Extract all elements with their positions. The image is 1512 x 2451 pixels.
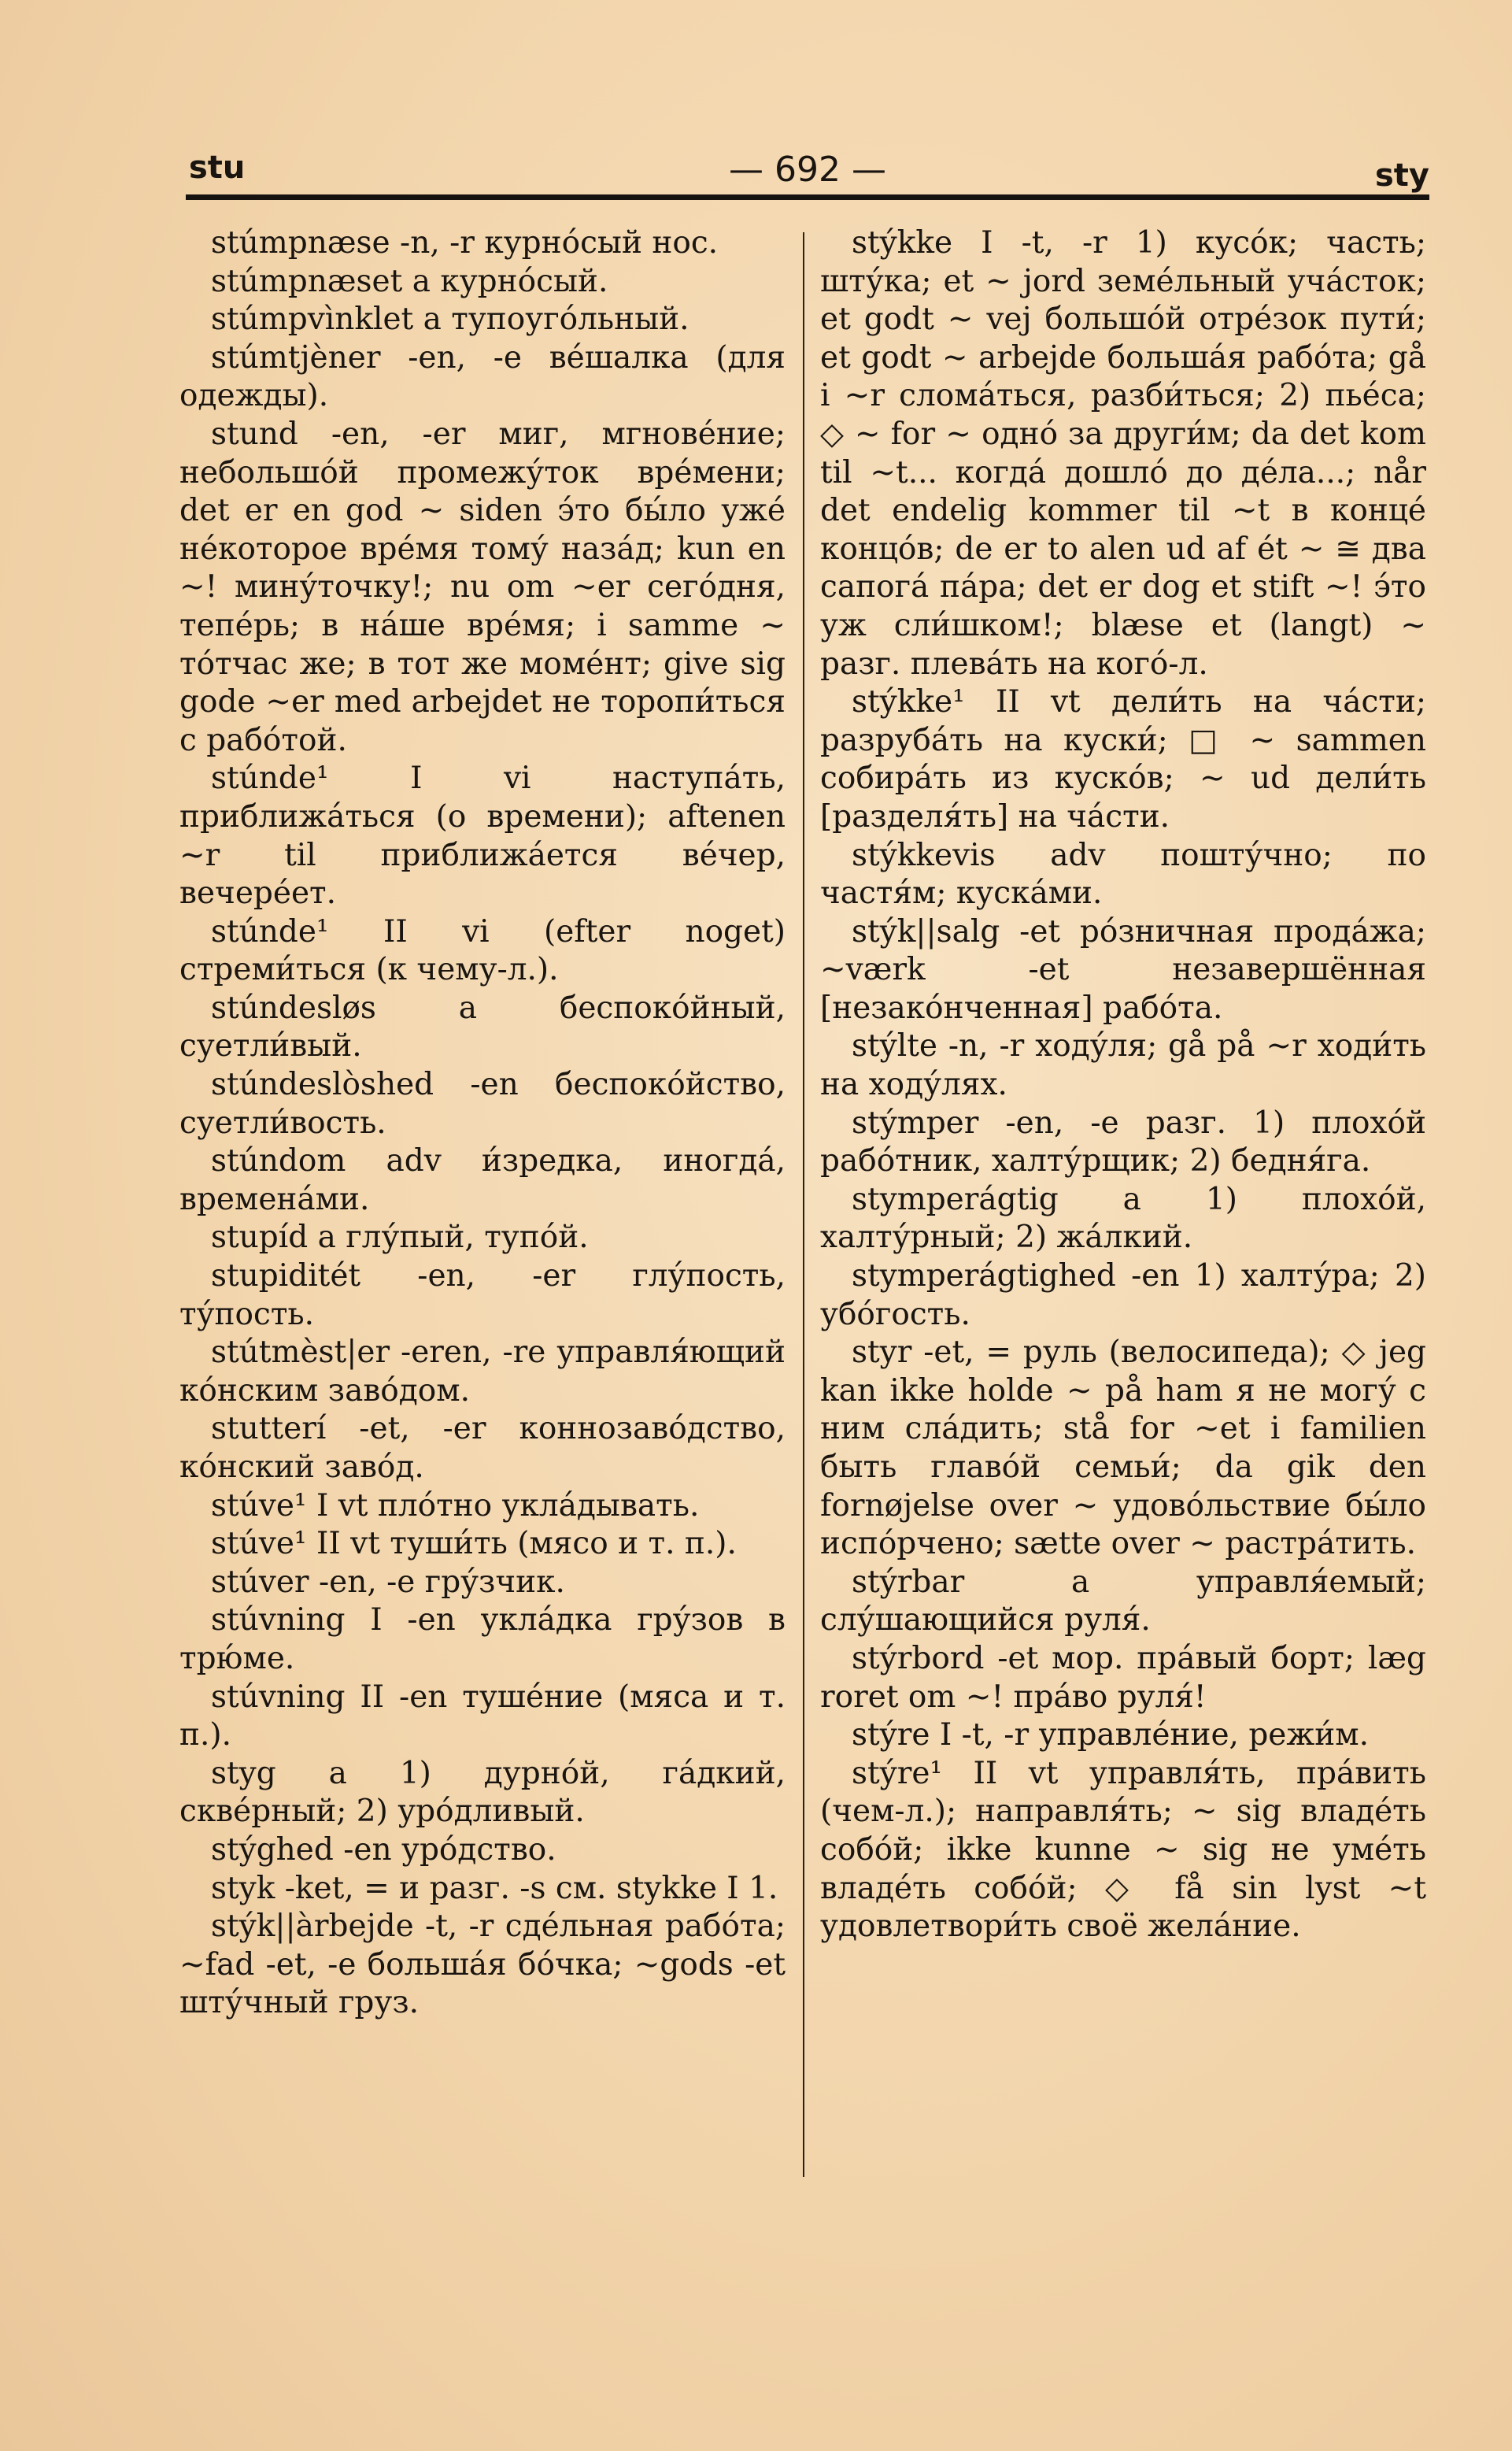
right-column <box>820 224 1426 1946</box>
dictionary-entry: stýre¹ II vt управля́ть, пра́вить (чем-л.); направля́ть; ~ sig владе́ть собо́й; ikke kunne ~ sig не уме́ть владе́ть собо́й; ◇ få sin lyst ~t удовлетвори́ть своё жела́ние. <box>820 1755 1426 1945</box>
dictionary-entry: stúmpvìnklet a тупоуго́льный. <box>211 302 689 338</box>
dictionary-entry: stúndesløs a беспоко́йный, суетли́вый. <box>179 990 786 1064</box>
left-column <box>179 224 786 2023</box>
right-guide-word: sty <box>1374 157 1429 194</box>
dictionary-entry: stupíd a глу́пый, тупо́й. <box>211 1220 589 1256</box>
dictionary-entry: stúnde¹ II vi (efter noget) стреми́ться (к чему-л.). <box>179 913 786 988</box>
dictionary-entry: stýghed -en уро́дство. <box>211 1831 556 1868</box>
dictionary-entry: stýre I -t, -r управле́ние, режи́м. <box>852 1717 1369 1753</box>
dictionary-entry: stúve¹ II vt туши́ть (мясо и т. п.). <box>211 1526 737 1562</box>
dictionary-entry: stýkkevis adv пошту́чно; по частя́м; куска́ми. <box>820 837 1426 912</box>
dictionary-entry: stýk||àrbejde -t, -r сде́льная рабо́та; ~fad -et, -e больша́я бо́чка; ~gods -et шту́чный груз. <box>179 1909 786 2021</box>
dictionary-entry: stúmpnæset a курно́сый. <box>211 263 608 299</box>
dictionary-entry: stund -en, -er миг, мгнове́ние; небольшо́й промежу́ток вре́мени; det er en god ~ siden э́то бы́ло уже́ не́которое вре́мя тому́ наза́д; kun en ~! мину́точку!; nu om ~er сего́дня, тепе́рь; в на́ше вре́мя; i samme ~ то́тчас же; в тот же моме́нт; give sig gode ~er med arbejdet не торопи́ться с рабо́той. <box>179 416 786 758</box>
dictionary-entry: stýmper -en, -e разг. 1) плохо́й рабо́тник, халту́рщик; 2) бедня́га. <box>820 1105 1426 1179</box>
column-divider <box>803 232 804 2177</box>
dictionary-entry: stupiditét -en, -er глу́пость, ту́пость. <box>179 1258 786 1332</box>
dictionary-entry: stútmèst|er -eren, -re управля́ющий ко́нским заво́дом. <box>179 1335 786 1409</box>
dictionary-entry: styk -ket, = и разг. -s см. stykke I 1. <box>211 1870 778 1906</box>
dictionary-entry: stúndom adv и́зредка, иногда́, времена́ми. <box>179 1143 786 1217</box>
page-number: — 692 — <box>729 150 886 190</box>
dictionary-entry: stymperágtig a 1) плохо́й, халту́рный; 2) жа́лкий. <box>820 1181 1426 1256</box>
left-guide-word: stu <box>189 150 246 186</box>
header-rule <box>186 194 1429 200</box>
dictionary-entry: stýk||salg -et ро́зничная прода́жа; ~værk -et незавершённая [незако́нченная] рабо́та. <box>820 913 1426 1026</box>
dictionary-entry: styr -et, = руль (велосипеда); ◇ jeg kan ikke holde ~ på ham я не могу́ с ним сла́дить; stå for ~et i familien быть главо́й семьи́; da gik den fornøjelse over ~ удово́льствие бы́ло испо́рчено; sætte over ~ растра́тить. <box>820 1335 1426 1562</box>
dictionary-entry: stúnde¹ I vi наступа́ть, приближа́ться (о времени); aftenen ~r til приближа́ется ве́чер, вечере́ет. <box>179 761 786 912</box>
dictionary-entry: stúndeslòshed -en беспоко́йство, суетли́вость. <box>179 1067 786 1141</box>
dictionary-entry: stúvning II -en туше́ние (мяса и т. п.). <box>179 1679 786 1753</box>
dictionary-entry: stýrbord -et мор. пра́вый борт; læg roret om ~! пра́во руля́! <box>820 1640 1426 1715</box>
dictionary-entry: stúvning I -en укла́дка гру́зов в трю́ме. <box>179 1602 786 1676</box>
dictionary-entry: stúver -en, -e гру́зчик. <box>211 1564 565 1600</box>
dictionary-entry: styg a 1) дурно́й, га́дкий, скве́рный; 2) уро́дливый. <box>179 1755 786 1830</box>
dictionary-entry: stýlte -n, -r ходу́ля; gå på ~r ходи́ть на ходу́лях. <box>820 1028 1426 1103</box>
dictionary-entry: stýkke¹ II vt дели́ть на ча́сти; разруба́ть на куски́; □ ~ sammen собира́ть из куско́в; ~ ud дели́ть [разделя́ть] на ча́сти. <box>820 684 1426 835</box>
dictionary-entry: stúve¹ I vt пло́тно укла́дывать. <box>211 1487 700 1524</box>
dictionary-entry: stutterí -et, -er коннозаво́дство, ко́нский заво́д. <box>179 1411 786 1485</box>
dictionary-entry: stúmtjèner -en, -e ве́шалка (для одежды). <box>179 339 786 414</box>
dictionary-entry: stúmpnæse -n, -r курно́сый нос. <box>211 225 719 261</box>
dictionary-entry: stýkke I -t, -r 1) кусо́к; часть; шту́ка; et ~ jord земе́льный уча́сток; et godt ~ vej большо́й отре́зок пути́; et godt ~ arbejde больша́я рабо́та; gå i ~r слома́ться, разби́ться; 2) пье́са; ◇ ~ for ~ одно́ за други́м; da det kom til ~t... когда́ дошло́ до де́ла...; når det endelig kommer til ~t в конце́ концо́в; de er to alen ud af ét ~ ≅ два сапога́ па́ра; det er dog et stift ~! э́то уж сли́шком!; blæse et (langt) ~ разг. плева́ть на кого́-л. <box>820 225 1426 682</box>
dictionary-entry: stymperágtighed -en 1) халту́ра; 2) убо́гость. <box>820 1258 1426 1332</box>
dictionary-entry: stýrbar a управля́емый; слу́шающийся руля́. <box>820 1564 1426 1638</box>
